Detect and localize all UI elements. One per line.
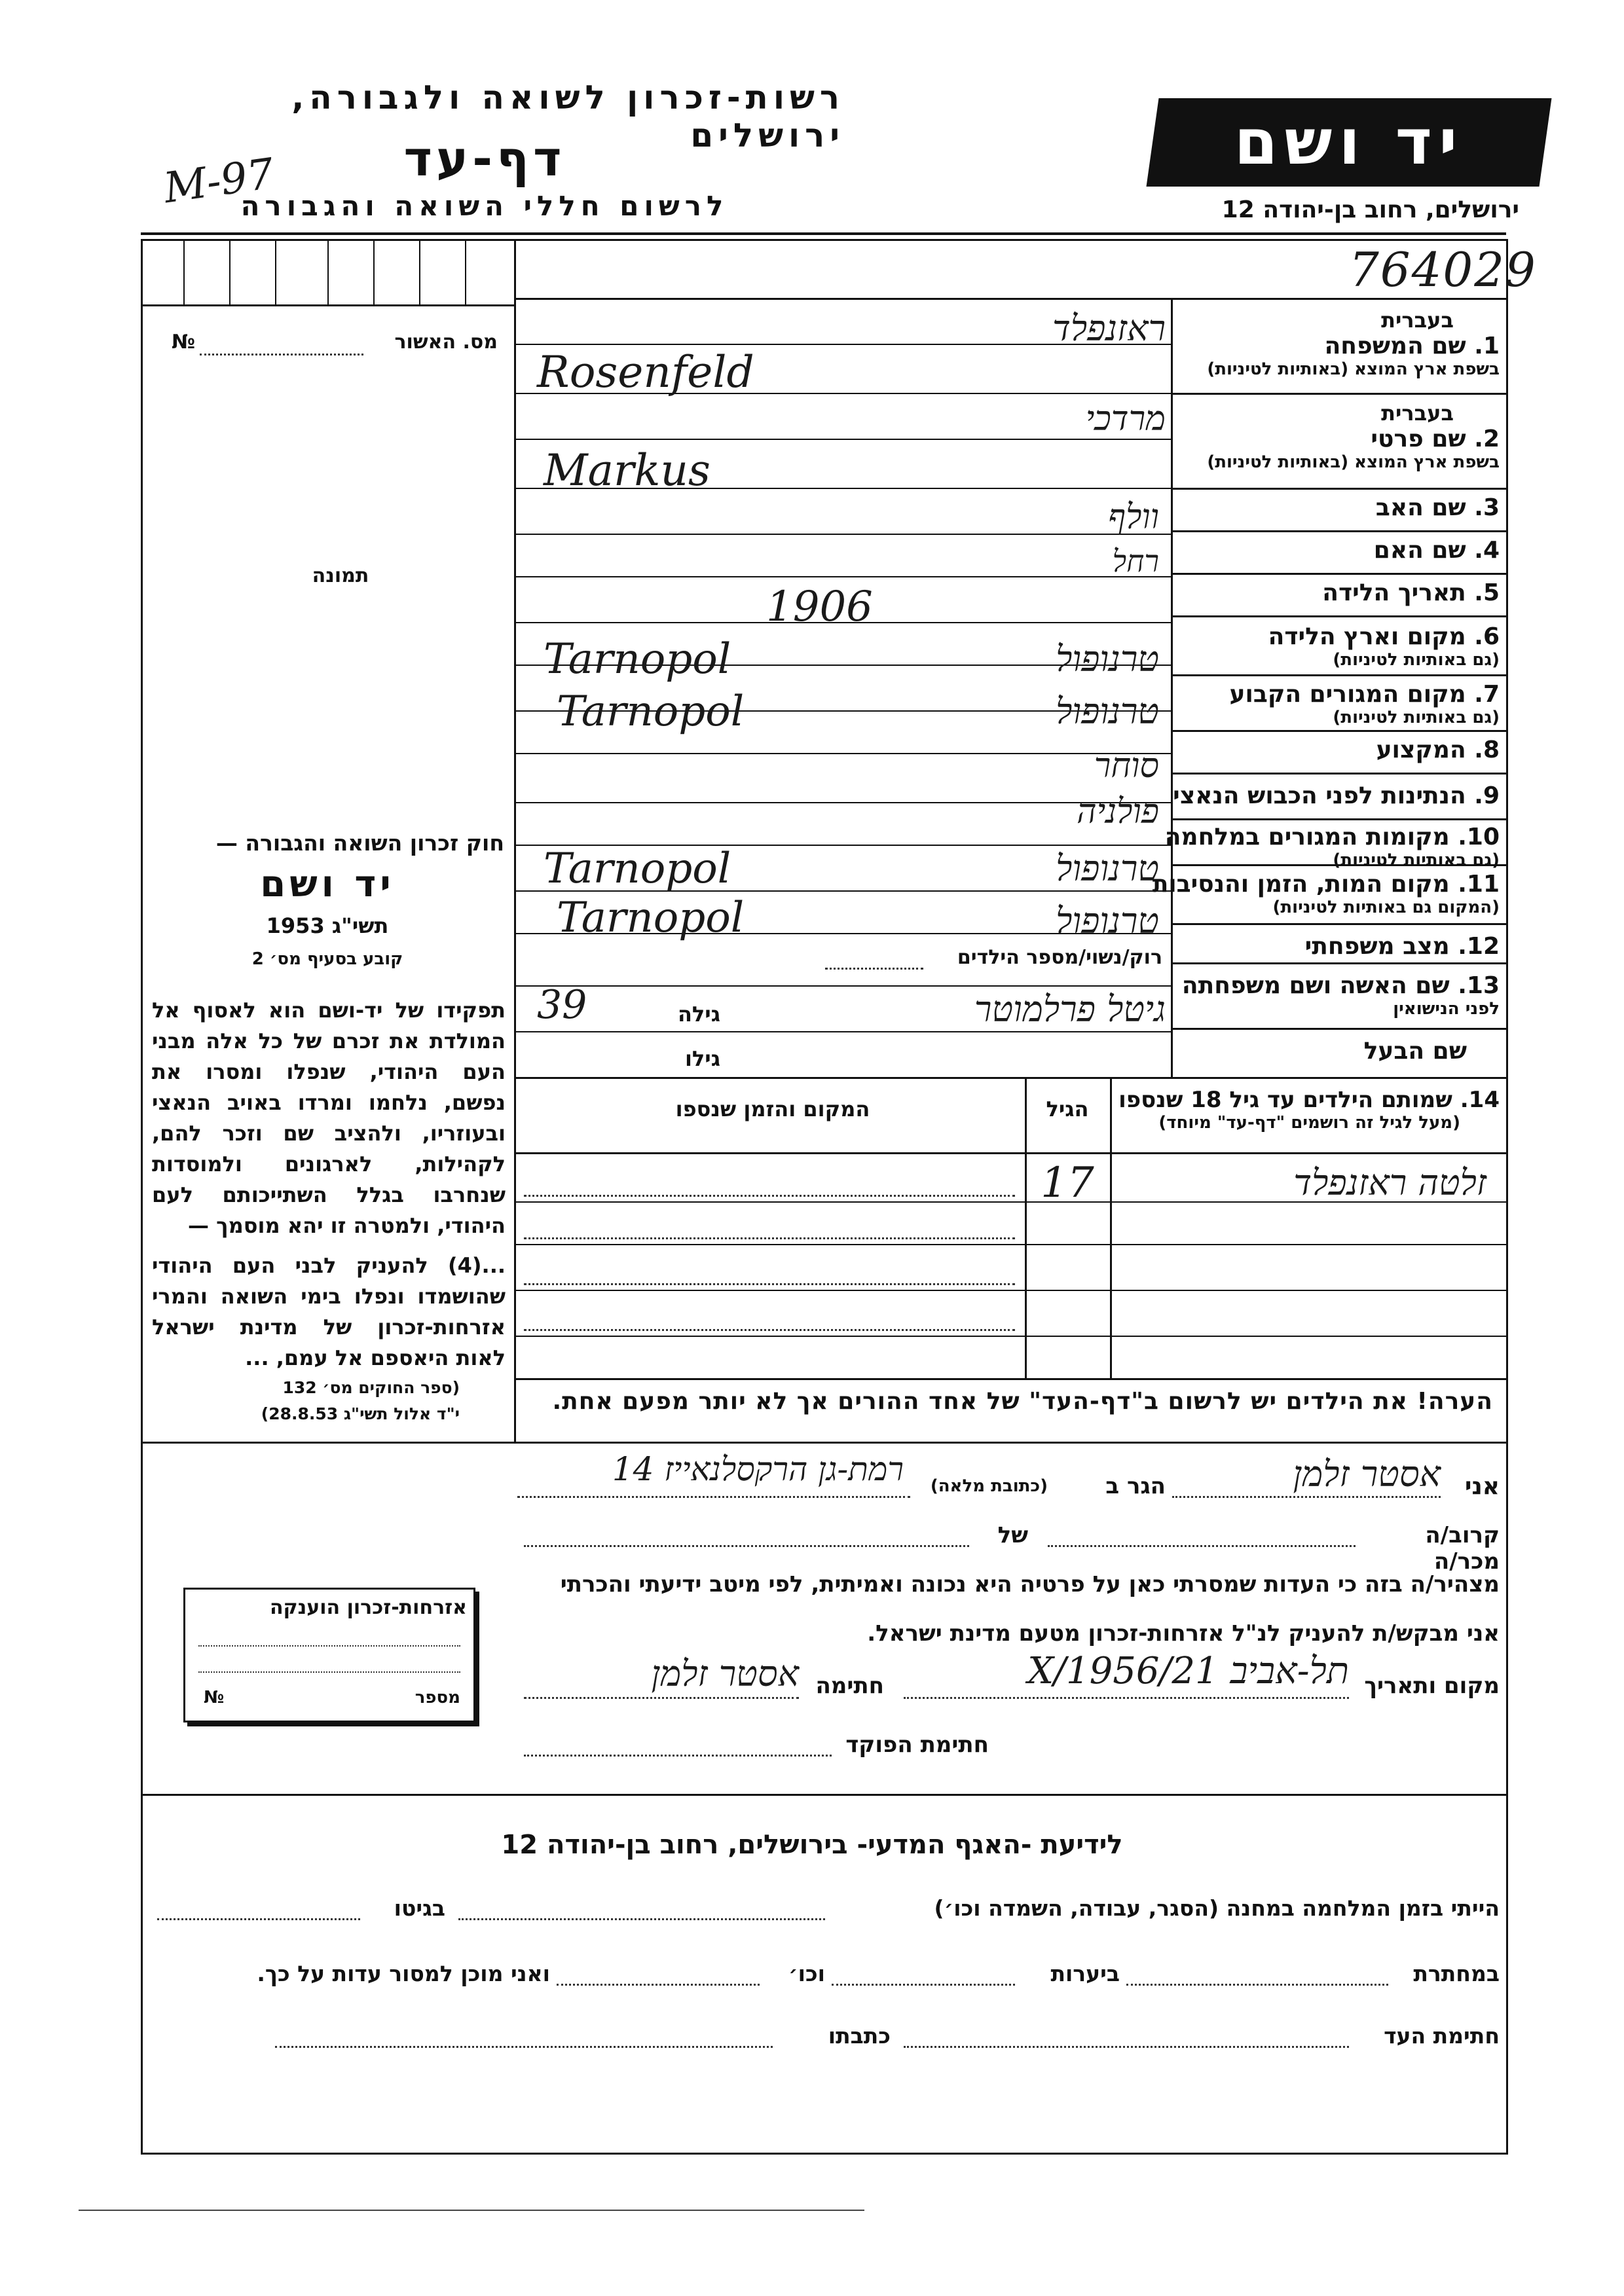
law-text-2: ...(4) להעניק לבני העם היהודי שהושמדו ונפלו בימי השואה והמרי אזרחות-זכרון של מדינת ישראל לאות היאספם אל עמם, ... [152,1253,506,1370]
law-year: תשי"ג 1953 [266,913,389,938]
frame-left [141,239,143,2154]
declaration-bottom-rule [141,1794,1508,1796]
field-7-label [1179,681,1500,727]
mother-name[interactable]: רחל [1112,543,1159,579]
note-rule [141,1442,1508,1444]
witness-signature[interactable]: אסטר זלמן [651,1653,799,1694]
decl-of-label: של [997,1522,1028,1548]
field-13-sub: לפני הנישואין [1393,999,1500,1019]
field-8-title: המקצוע [1376,737,1466,763]
decl-signature-label: חתימה [815,1673,884,1699]
field-2-sub: בשפת ארץ המוצא (באותיות לטיניות) [1207,452,1500,472]
decl-resides-label: הגר ב [1105,1473,1166,1499]
residence-hebrew[interactable]: טרנופול [1056,691,1159,732]
field-4-title: שם האם [1373,537,1466,564]
field-1-sub: בשפת ארץ המוצא (באותיות לטיניות) [1207,359,1500,379]
law-name: יד ושם [260,863,395,905]
field-8-label [1179,737,1500,763]
law-reference: (ספר החוקים מס׳ 132 [282,1378,460,1397]
marital-status[interactable]: רוק/נשוי/מספר הילדים [957,946,1162,969]
wife-name[interactable]: גיטל פרלמוטר [974,989,1166,1030]
left-strip-bottom [141,304,516,306]
left-column-divider [514,239,516,1444]
field-3-label [1179,494,1500,521]
husband-age-label: גילו [684,1046,720,1071]
profession[interactable]: סוחר [1094,746,1159,786]
form-title: דף-עד [403,131,566,187]
field-5-title: תאריך הלידה [1322,579,1466,606]
field-10-title: מקומות המגורים במלחמה [1164,824,1450,850]
field-10-number: 10. [1458,824,1500,850]
frame-bottom [141,2153,1508,2155]
family-name-hebrew[interactable]: ראזנפלד [1052,308,1166,349]
field-2-tag: בעברית [1381,401,1454,426]
citizenship-box [183,1588,475,1722]
field-1-label [1179,308,1500,379]
field-3-number: 3. [1474,494,1500,521]
field-9-label [1173,782,1500,809]
fields-top-rule [516,298,1506,300]
field-14-number: 14. [1460,1087,1500,1113]
handwritten-reference: M-97 [160,149,277,213]
witness-name[interactable]: אסטר זלמן [1293,1453,1441,1495]
first-name-hebrew[interactable]: מרדכי [1085,399,1166,439]
footer-camp-label: הייתי בזמן המלחמה במחנה (הסגר, עבודה, השמדה וכו׳) [934,1895,1500,1921]
field-2-title: שם פרטי [1371,426,1466,452]
page-number: 764029 [1349,242,1537,297]
death-place-latin[interactable]: Tarnopol [557,894,745,942]
father-name[interactable]: וולף [1108,498,1159,537]
field-10-sub: (גם באותיות לטיניות) [1333,850,1500,870]
fields-bottom-rule [516,1077,1506,1079]
footer-ready-label: ואני מוכן למסור עדות על כך. [257,1961,550,1986]
footer-title: לידיעת -האגף המדעי- בירושלים, רחוב בן-יהודה 12 [501,1830,1123,1860]
birth-date[interactable]: 1906 [766,583,873,631]
field-9-number: 9. [1474,782,1500,809]
field-13-label [1179,972,1500,1019]
decl-statement-1: מצהיר/ה בזה כי העדות שמסרתי כאן על פרטיה היא נכונה ואמיתית, לפי מיטב ידיעתי והכרתי [560,1571,1500,1597]
field-13-number: 13. [1458,972,1500,999]
field-4-label [1179,537,1500,564]
field-11-label [1152,871,1500,917]
field-1-title: שם המשפחה [1324,333,1466,359]
wartime-residence-hebrew[interactable]: טרנופול [1056,848,1159,889]
field-6-number: 6. [1474,623,1500,650]
footer-underground-label: במחתרת [1413,1961,1500,1986]
children-title: שמותם הילדים עד גיל 18 שנספו [1118,1087,1452,1113]
footer-witness-signature-label: חתימת העד [1384,2023,1500,2049]
wife-age-label: גילה [677,1002,720,1027]
field-5-number: 5. [1474,579,1500,606]
first-name-latin[interactable]: Markus [544,445,710,496]
frame-top [141,239,1508,241]
approval-no-sign: № [172,331,196,354]
field-2-number: 2. [1474,426,1500,452]
decl-i-label: אני [1464,1473,1500,1500]
field-11-title: מקום המות, הזמן והנסיבות [1152,871,1450,898]
footer-etc-label: וכו׳ [788,1961,825,1986]
place-and-date[interactable]: תל-אביב 21/X/1956 [1027,1650,1349,1692]
children-header [1116,1087,1500,1133]
field-6-sub: (גם באותיות לטיניות) [1333,650,1500,670]
form-subtitle: לרשום חללי השואה והגבורה [240,190,729,222]
decl-officer-label: חתימת הפוקד [845,1732,989,1758]
citizenship-box-number: מספר [415,1688,460,1707]
husband-label: שם הבעל [1363,1038,1467,1065]
header-rule [141,232,1506,235]
footer-forests-label: ביערות [1050,1961,1120,1986]
law-date: י"ד אלול תשי"ג 28.8.53) [261,1404,460,1423]
children-col-age: הגיל [1046,1097,1089,1121]
approval-label: מס. האשור [394,331,498,354]
death-place-hebrew[interactable]: טרנופול [1056,900,1159,941]
witness-address[interactable]: רמת-גן הרקסלנאייז 14 [612,1450,904,1488]
label-column-divider [1171,298,1173,1077]
field-6-label [1179,623,1500,670]
child-1-name[interactable]: זלטה ראזנפלד [1293,1162,1486,1203]
field-11-sub: (המקום גם באותיות לטיניות) [1272,898,1500,917]
birthplace-latin[interactable]: Tarnopol [544,635,731,683]
field-7-number: 7. [1474,681,1500,708]
decl-place-date-label: מקום ותאריך [1364,1673,1500,1699]
authority-title: רשות-זכרון לשואה ולגבורה, ירושלים [291,79,845,155]
field-10-label [1164,824,1500,870]
photo-label: תמונה [312,564,369,587]
field-7-title: מקום המגורים הקבוע [1229,681,1466,708]
children-col-place: המקום והזמן שנספו [675,1097,870,1121]
citizenship-no-sign: № [204,1688,225,1707]
field-12-title: מצב משפחתי [1304,933,1450,960]
residence-latin[interactable]: Tarnopol [557,687,745,736]
field-13-title: שם האשה ושם משפחתה [1181,972,1450,999]
field-9-title: הנתינות לפני הכבוש הנאצי [1173,782,1466,809]
page-bottom-rule [79,2210,864,2211]
children-subtitle: (מעל לגיל זה רושמים "דף-עד" מיוחד) [1158,1113,1460,1133]
field-1-number: 1. [1474,333,1500,359]
wartime-residence-latin[interactable]: Tarnopol [544,845,731,893]
family-name-latin[interactable]: Rosenfeld [537,347,754,397]
note-text: הערה! את הילדים יש לרשום ב"דף-העד" של אחד ההורים אך לא יותר מפעם אחת. [552,1388,1493,1415]
footer-address-label: כתבתו [828,2023,891,2049]
footer-ghetto-label: בגיטו [394,1895,445,1921]
field-8-number: 8. [1474,737,1500,763]
law-section: קובע בסעיף מס׳ 2 [251,949,403,969]
yad-vashem-logo [1147,98,1552,187]
field-2-label [1179,401,1500,472]
field-12-label [1179,933,1500,960]
field-1-tag: בעברית [1381,308,1454,333]
children-age-col-right [1110,1077,1112,1378]
wife-age[interactable]: 39 [537,982,587,1028]
field-6-title: מקום וארץ הלידה [1268,623,1466,650]
field-7-sub: (גם באותיות לטיניות) [1333,708,1500,727]
field-5-label [1179,579,1500,606]
decl-relation-label: קרוב/ה מכר/ה [1425,1522,1500,1575]
child-1-age[interactable]: 17 [1041,1159,1094,1207]
field-12-number: 12. [1458,933,1500,960]
logo-text: יד ושם [1234,105,1464,179]
field-11-number: 11. [1458,871,1500,898]
law-title: חוק זכרון השואה והגבורה — [215,830,504,856]
citizenship-box-title: אזרחות-זכרון הוענקה [269,1596,467,1619]
field-4-number: 4. [1474,537,1500,564]
field-3-title: שם האב [1375,494,1466,521]
header-address: ירושלים, רחוב בן-יהודה 12 [1221,196,1519,223]
decl-statement-2: אני מבקש/ת להעניק לנ"ל אזרחות-זכרון מטעם מדינת ישראל. [867,1620,1500,1647]
frame-right [1506,239,1508,2154]
law-text: תפקידו של יד-ושם הוא לאסוף אל המולדת את זכרם של כל אלה מבני העם היהודי, שנפלו ומסרו את נפשם, נלחמו ומרדו באויב הנאצי ובעוזריו, ולהציב שם וזכר להם, לקהילות, לארגונים ולמוסדות שנחרבו בגלל השתייכותם לעם היהודי, ולמטרה זו יהא מוסמך — [152,998,506,1238]
decl-full-address-label: (כתובת מלאה) [930,1476,1048,1496]
birthplace-hebrew[interactable]: טרנופול [1056,638,1159,680]
children-age-col-left [1025,1077,1027,1378]
nationality[interactable]: פולניה [1077,792,1159,831]
